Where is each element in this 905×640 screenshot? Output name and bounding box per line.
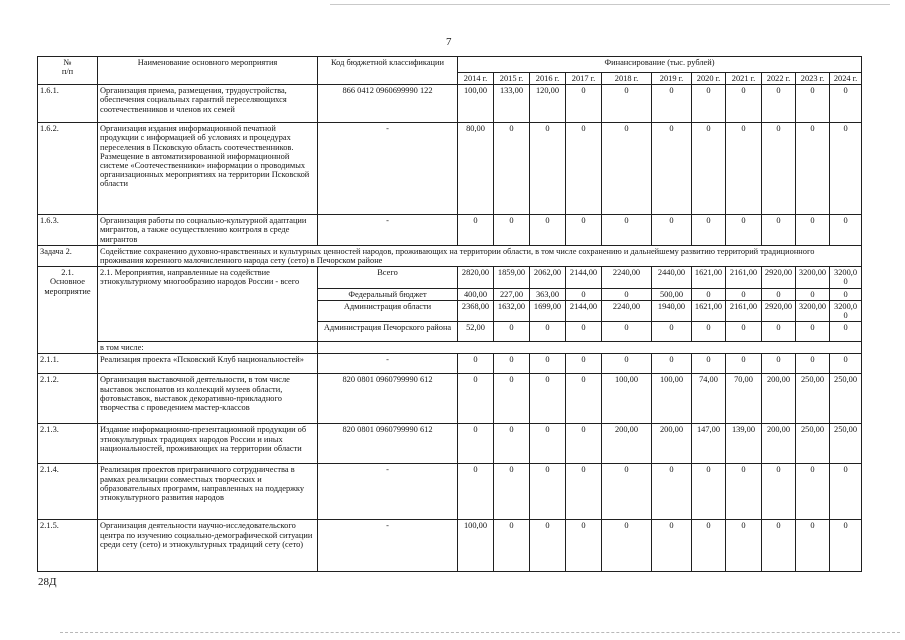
row-value: 0	[566, 374, 602, 424]
funding-value: 52,00	[458, 322, 494, 342]
funding-value: 2144,00	[566, 267, 602, 288]
row-value: 0	[796, 215, 830, 246]
funding-value: 500,00	[652, 288, 692, 300]
funding-value: 0	[692, 288, 726, 300]
funding-value: 2240,00	[602, 267, 652, 288]
header-code: Код бюджетной классификации	[318, 57, 458, 85]
row-value: 80,00	[458, 123, 494, 215]
header-financing: Финансирование (тыс. рублей)	[458, 57, 862, 73]
table-row	[38, 424, 862, 464]
main-activity-name: 2.1. Мероприятия, направленные на содействие этнокультурному многообразию народов России - всего	[98, 267, 318, 342]
row-value: 0	[530, 215, 566, 246]
row-value: 0	[458, 374, 494, 424]
row-value: 0	[566, 354, 602, 374]
row-value: 0	[566, 520, 602, 572]
financing-table	[37, 56, 862, 572]
page-number: 7	[446, 36, 452, 48]
funding-value: 0	[830, 288, 862, 300]
row-value: 0	[494, 374, 530, 424]
row-value: 0	[652, 123, 692, 215]
row-value: 0	[602, 520, 652, 572]
table-row	[38, 464, 862, 520]
row-value: 0	[458, 215, 494, 246]
row-value: 0	[830, 464, 862, 520]
funding-value: 2440,00	[652, 267, 692, 288]
row-name: Организация приема, размещения, трудоустройства, обеспечения социальных гарантий переселяющихся соотечественников и членов их семей	[98, 85, 318, 123]
funding-value: 2920,00	[762, 267, 796, 288]
row-value: 0	[762, 464, 796, 520]
row-value: 200,00	[762, 424, 796, 464]
in-total-label: в том числе:	[98, 342, 318, 354]
row-value: 0	[530, 424, 566, 464]
main-activity-subrow	[38, 267, 862, 288]
row-value: 133,00	[494, 85, 530, 123]
row-number: 2.1.3.	[38, 424, 98, 464]
funding-value: 0	[494, 322, 530, 342]
funding-value: 1632,00	[494, 300, 530, 321]
row-value: 0	[692, 354, 726, 374]
row-value: 100,00	[458, 520, 494, 572]
row-value: 0	[830, 520, 862, 572]
funding-value: 2368,00	[458, 300, 494, 321]
funding-value: 1859,00	[494, 267, 530, 288]
row-value: 0	[796, 464, 830, 520]
row-value: 0	[796, 85, 830, 123]
header-year: 2015 г.	[494, 73, 530, 85]
row-value: 0	[530, 123, 566, 215]
row-value: 0	[726, 464, 762, 520]
row-value: 0	[494, 520, 530, 572]
row-value: 0	[652, 464, 692, 520]
header-year: 2018 г.	[602, 73, 652, 85]
funding-value: 0	[566, 322, 602, 342]
funding-value: 0	[796, 288, 830, 300]
row-value: 0	[652, 354, 692, 374]
row-number: 2.1.2.	[38, 374, 98, 424]
header-year: 2023 г.	[796, 73, 830, 85]
header-year: 2016 г.	[530, 73, 566, 85]
row-value: 100,00	[602, 374, 652, 424]
row-value: 0	[602, 354, 652, 374]
funding-value: 3200,00	[830, 300, 862, 321]
row-value: 0	[692, 85, 726, 123]
funding-value: 0	[796, 322, 830, 342]
funding-value: 0	[762, 288, 796, 300]
row-value: 0	[566, 123, 602, 215]
row-value: 0	[830, 215, 862, 246]
row-name: Организация деятельности научно-исследовательского центра по изучению социально-демографической ситуации среди сету (сето) и этнокультурных традиций сету (сето)	[98, 520, 318, 572]
row-budget-code: -	[318, 123, 458, 215]
row-value: 0	[566, 424, 602, 464]
row-value: 0	[692, 215, 726, 246]
row-value: 0	[726, 215, 762, 246]
funding-source-label: Всего	[318, 267, 458, 288]
funding-value: 363,00	[530, 288, 566, 300]
row-value: 70,00	[726, 374, 762, 424]
row-value: 0	[762, 123, 796, 215]
row-value: 0	[530, 464, 566, 520]
table-row	[38, 354, 862, 374]
funding-value: 0	[566, 288, 602, 300]
funding-value: 1621,00	[692, 300, 726, 321]
row-value: 0	[566, 215, 602, 246]
row-value: 0	[726, 123, 762, 215]
in-total-row	[38, 342, 862, 354]
row-name: Организация выставочной деятельности, в том числе выставок экспонатов из коллекций музеев области, фотовыставок, выставок декоративно-прикладного творчества с проведением мастер-классов	[98, 374, 318, 424]
footer-code: 28Д	[38, 576, 57, 588]
header-num: № п/п	[38, 57, 98, 85]
funding-value: 0	[530, 322, 566, 342]
funding-value: 3200,00	[796, 267, 830, 288]
row-value: 0	[726, 85, 762, 123]
row-value: 0	[602, 123, 652, 215]
row-value: 250,00	[830, 374, 862, 424]
row-value: 0	[692, 464, 726, 520]
row-value: 0	[762, 215, 796, 246]
row-value: 0	[652, 520, 692, 572]
header-year: 2024 г.	[830, 73, 862, 85]
funding-value: 3200,00	[796, 300, 830, 321]
funding-value: 2820,00	[458, 267, 494, 288]
row-value: 0	[458, 354, 494, 374]
row-name: Реализация проектов приграничного сотрудничества в рамках реализации совместных творческих и образовательных программ, направленных на поддержку этнокультурного развития народов	[98, 464, 318, 520]
funding-source-label: Федеральный бюджет	[318, 288, 458, 300]
funding-value: 400,00	[458, 288, 494, 300]
row-value: 0	[602, 464, 652, 520]
row-value: 0	[566, 85, 602, 123]
row-value: 0	[494, 424, 530, 464]
funding-value: 2920,00	[762, 300, 796, 321]
funding-value: 3200,00	[830, 267, 862, 288]
row-budget-code: -	[318, 520, 458, 572]
scan-artifact-bottom	[60, 632, 900, 633]
row-value: 0	[458, 424, 494, 464]
table-row	[38, 85, 862, 123]
funding-value: 0	[762, 322, 796, 342]
row-budget-code: 820 0801 0960799990 612	[318, 424, 458, 464]
row-value: 0	[494, 215, 530, 246]
row-number: 2.1.1.	[38, 354, 98, 374]
row-number: 1.6.2.	[38, 123, 98, 215]
row-value: 120,00	[530, 85, 566, 123]
row-value: 0	[762, 520, 796, 572]
row-value: 0	[566, 464, 602, 520]
row-value: 200,00	[652, 424, 692, 464]
funding-value: 1940,00	[652, 300, 692, 321]
task-row	[38, 245, 862, 266]
row-value: 0	[726, 354, 762, 374]
row-value: 0	[530, 374, 566, 424]
main-activity-number: 2.1. Основное мероприятие	[38, 267, 98, 354]
funding-value: 2144,00	[566, 300, 602, 321]
row-value: 250,00	[830, 424, 862, 464]
row-value: 0	[602, 85, 652, 123]
row-value: 100,00	[652, 374, 692, 424]
funding-value: 0	[652, 322, 692, 342]
row-value: 100,00	[458, 85, 494, 123]
row-value: 0	[796, 354, 830, 374]
row-value: 0	[796, 123, 830, 215]
row-value: 0	[530, 520, 566, 572]
row-value: 200,00	[602, 424, 652, 464]
row-budget-code: -	[318, 215, 458, 246]
row-value: 250,00	[796, 374, 830, 424]
row-value: 0	[830, 85, 862, 123]
row-value: 0	[530, 354, 566, 374]
funding-value: 0	[602, 322, 652, 342]
row-value: 0	[602, 215, 652, 246]
row-value: 0	[494, 464, 530, 520]
row-name: Организация работы по социально-культурной адаптации мигрантов, а также осуществлению контроля в среде мигрантов	[98, 215, 318, 246]
row-name: Реализация проекта «Псковский Клуб национальностей»	[98, 354, 318, 374]
row-value: 0	[692, 520, 726, 572]
funding-value: 0	[726, 288, 762, 300]
table-row	[38, 215, 862, 246]
row-value: 0	[494, 123, 530, 215]
funding-value: 2062,00	[530, 267, 566, 288]
header-year: 2020 г.	[692, 73, 726, 85]
row-budget-code: -	[318, 464, 458, 520]
row-name: Издание информационно-презентационной продукции об этнокультурных традициях народов России и иных национальностей, проживающих на территории области	[98, 424, 318, 464]
row-value: 0	[830, 123, 862, 215]
funding-source-label: Администрация Печорского района	[318, 322, 458, 342]
empty-cell	[318, 342, 862, 354]
funding-value: 227,00	[494, 288, 530, 300]
row-value: 74,00	[692, 374, 726, 424]
funding-value: 2240,00	[602, 300, 652, 321]
row-number: 1.6.1.	[38, 85, 98, 123]
header-year: 2022 г.	[762, 73, 796, 85]
table-row	[38, 374, 862, 424]
row-value: 139,00	[726, 424, 762, 464]
row-value: 147,00	[692, 424, 726, 464]
funding-value: 2161,00	[726, 267, 762, 288]
funding-value: 1621,00	[692, 267, 726, 288]
task-text: Содействие сохранению духовно-нравственных и культурных ценностей народов, проживающих на территории области, в том числе сохранению и дальнейшему развитию территорий традиционного проживания коренного малочисленного народа сету (сето) в Печорском районе	[98, 245, 862, 266]
funding-value: 0	[602, 288, 652, 300]
row-value: 0	[762, 85, 796, 123]
task-number: Задача 2.	[38, 245, 98, 266]
header-name: Наименование основного мероприятия	[98, 57, 318, 85]
funding-value: 1699,00	[530, 300, 566, 321]
row-number: 2.1.5.	[38, 520, 98, 572]
row-number: 2.1.4.	[38, 464, 98, 520]
row-number: 1.6.3.	[38, 215, 98, 246]
row-budget-code: 866 0412 0960699990 122	[318, 85, 458, 123]
funding-value: 0	[830, 322, 862, 342]
row-value: 0	[652, 215, 692, 246]
header-year: 2014 г.	[458, 73, 494, 85]
scan-artifact-top	[330, 4, 890, 5]
row-value: 250,00	[796, 424, 830, 464]
funding-source-label: Администрация области	[318, 300, 458, 321]
funding-value: 2161,00	[726, 300, 762, 321]
header-row	[38, 57, 862, 73]
row-budget-code: 820 0801 0960799990 612	[318, 374, 458, 424]
row-budget-code: -	[318, 354, 458, 374]
row-name: Организация издания информационной печатной продукции с информацией об условиях и процедурах переселения в Псковскую область соотечественников. Размещение в автоматизированной информационной системе «Соотечественники» информации о проводимых организационных мероприятиях на территории Псковской области	[98, 123, 318, 215]
row-value: 0	[458, 464, 494, 520]
row-value: 0	[692, 123, 726, 215]
funding-value: 0	[692, 322, 726, 342]
table-row	[38, 520, 862, 572]
row-value: 0	[494, 354, 530, 374]
funding-value: 0	[726, 322, 762, 342]
row-value: 0	[652, 85, 692, 123]
row-value: 0	[762, 354, 796, 374]
row-value: 0	[726, 520, 762, 572]
row-value: 0	[796, 520, 830, 572]
row-value: 200,00	[762, 374, 796, 424]
row-value: 0	[830, 354, 862, 374]
header-year: 2017 г.	[566, 73, 602, 85]
header-year: 2021 г.	[726, 73, 762, 85]
table-row	[38, 123, 862, 215]
header-year: 2019 г.	[652, 73, 692, 85]
